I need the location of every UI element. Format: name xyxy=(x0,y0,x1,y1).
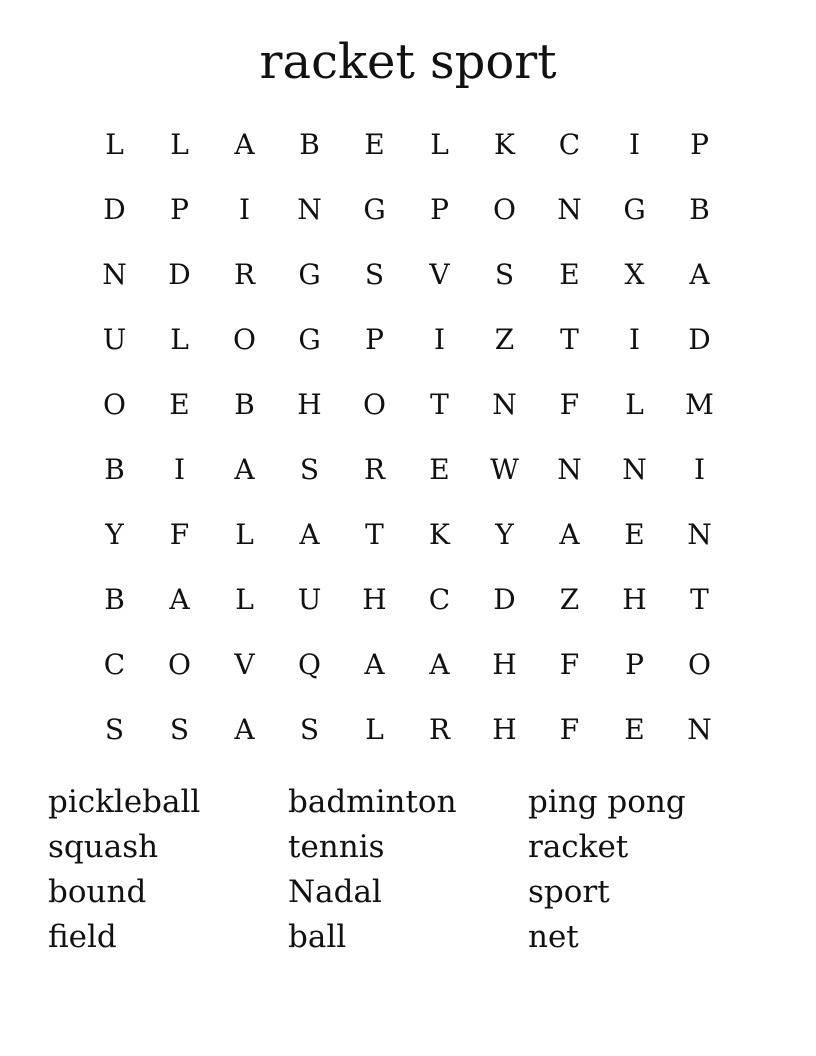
grid-letter: I xyxy=(693,453,706,486)
word-list-item: bound xyxy=(48,874,147,910)
grid-letter: S xyxy=(364,258,385,291)
grid-letter: O xyxy=(103,388,126,421)
grid-letter: H xyxy=(362,583,387,616)
grid-letter: R xyxy=(233,258,256,291)
grid-letter: S xyxy=(104,713,125,746)
word-list-item: ping pong xyxy=(528,784,686,820)
grid-letter: I xyxy=(238,193,251,226)
grid-letter: R xyxy=(428,713,451,746)
grid-letter: A xyxy=(299,518,320,551)
grid-letter: O xyxy=(233,323,256,356)
grid-letter: O xyxy=(688,648,711,681)
grid-letter: D xyxy=(103,193,126,226)
grid-letter: P xyxy=(365,323,384,356)
grid-letter: C xyxy=(103,648,126,681)
grid-letter: S xyxy=(494,258,515,291)
letter-grid xyxy=(82,112,732,762)
grid-letter: O xyxy=(168,648,191,681)
grid-row xyxy=(82,697,732,762)
word-list-item: sport xyxy=(528,874,610,910)
grid-letter: T xyxy=(365,518,384,551)
grid-letter: N xyxy=(687,713,712,746)
grid-letter: E xyxy=(169,388,190,421)
grid-letter: R xyxy=(363,453,386,486)
grid-letter: F xyxy=(559,648,580,681)
grid-letter: A xyxy=(169,583,190,616)
grid-letter: Y xyxy=(495,518,514,551)
grid-letter: L xyxy=(235,583,254,616)
grid-letter: Z xyxy=(494,323,515,356)
grid-row xyxy=(82,567,732,632)
grid-letter: U xyxy=(102,323,127,356)
grid-letter: L xyxy=(170,323,189,356)
grid-letter: I xyxy=(433,323,446,356)
grid-letter: X xyxy=(624,258,645,291)
grid-row xyxy=(82,242,732,307)
grid-letter: E xyxy=(624,713,645,746)
grid-letter: M xyxy=(685,388,714,421)
grid-letter: D xyxy=(168,258,191,291)
grid-letter: S xyxy=(299,453,320,486)
grid-letter: G xyxy=(298,258,321,291)
grid-letter: Y xyxy=(105,518,124,551)
grid-letter: E xyxy=(624,518,645,551)
grid-letter: C xyxy=(558,128,581,161)
grid-letter: A xyxy=(559,518,580,551)
word-list-item: Nadal xyxy=(288,874,382,910)
grid-letter: P xyxy=(170,193,189,226)
grid-letter: I xyxy=(628,128,641,161)
word-list xyxy=(48,780,768,960)
grid-letter: N xyxy=(492,388,517,421)
word-list-item: net xyxy=(528,919,579,955)
grid-letter: B xyxy=(234,388,255,421)
grid-letter: B xyxy=(299,128,320,161)
grid-letter: P xyxy=(625,648,644,681)
grid-letter: O xyxy=(363,388,386,421)
grid-letter: W xyxy=(490,453,519,486)
grid-letter: T xyxy=(560,323,579,356)
grid-letter: D xyxy=(493,583,516,616)
word-list-item: badminton xyxy=(288,784,457,820)
grid-row xyxy=(82,177,732,242)
word-list-item: ball xyxy=(288,919,347,955)
grid-row xyxy=(82,372,732,437)
grid-letter: L xyxy=(170,128,189,161)
grid-letter: A xyxy=(234,128,255,161)
grid-letter: A xyxy=(429,648,450,681)
grid-letter: P xyxy=(690,128,709,161)
grid-letter: L xyxy=(105,128,124,161)
word-list-item: pickleball xyxy=(48,784,201,820)
grid-letter: U xyxy=(297,583,322,616)
grid-letter: V xyxy=(429,258,450,291)
grid-letter: G xyxy=(623,193,646,226)
grid-letter: E xyxy=(364,128,385,161)
grid-letter: V xyxy=(234,648,255,681)
grid-letter: A xyxy=(364,648,385,681)
grid-letter: B xyxy=(689,193,710,226)
grid-letter: K xyxy=(494,128,515,161)
grid-letter: B xyxy=(104,583,125,616)
grid-letter: G xyxy=(298,323,321,356)
grid-letter: S xyxy=(299,713,320,746)
word-list-item: field xyxy=(48,919,117,955)
grid-letter: N xyxy=(557,193,582,226)
grid-letter: N xyxy=(687,518,712,551)
grid-row xyxy=(82,112,732,177)
grid-letter: L xyxy=(625,388,644,421)
grid-letter: D xyxy=(688,323,711,356)
grid-letter: N xyxy=(622,453,647,486)
grid-letter: H xyxy=(622,583,647,616)
word-list-item: squash xyxy=(48,829,159,865)
grid-letter: I xyxy=(628,323,641,356)
grid-letter: N xyxy=(102,258,127,291)
grid-letter: K xyxy=(429,518,450,551)
grid-letter: N xyxy=(297,193,322,226)
grid-letter: O xyxy=(493,193,516,226)
grid-letter: P xyxy=(430,193,449,226)
grid-letter: Q xyxy=(298,648,321,681)
grid-letter: L xyxy=(430,128,449,161)
grid-row xyxy=(82,632,732,697)
grid-letter: T xyxy=(690,583,709,616)
grid-letter: F xyxy=(169,518,190,551)
grid-letter: A xyxy=(234,713,255,746)
grid-letter: H xyxy=(492,713,517,746)
grid-letter: E xyxy=(559,258,580,291)
puzzle-title: racket sport xyxy=(259,34,557,90)
grid-letter: T xyxy=(430,388,449,421)
grid-row xyxy=(82,307,732,372)
grid-letter: N xyxy=(557,453,582,486)
grid-letter: Z xyxy=(559,583,580,616)
grid-letter: H xyxy=(492,648,517,681)
word-list-item: tennis xyxy=(288,829,385,865)
grid-letter: H xyxy=(297,388,322,421)
grid-row xyxy=(82,502,732,567)
grid-letter: A xyxy=(234,453,255,486)
grid-letter: A xyxy=(689,258,710,291)
grid-letter: F xyxy=(559,713,580,746)
grid-row xyxy=(82,437,732,502)
grid-letter: I xyxy=(173,453,186,486)
grid-letter: G xyxy=(363,193,386,226)
grid-letter: S xyxy=(169,713,190,746)
grid-letter: L xyxy=(235,518,254,551)
grid-letter: L xyxy=(365,713,384,746)
grid-letter: E xyxy=(429,453,450,486)
grid-letter: C xyxy=(428,583,451,616)
grid-letter: B xyxy=(104,453,125,486)
grid-letter: F xyxy=(559,388,580,421)
word-list-item: racket xyxy=(528,829,629,865)
